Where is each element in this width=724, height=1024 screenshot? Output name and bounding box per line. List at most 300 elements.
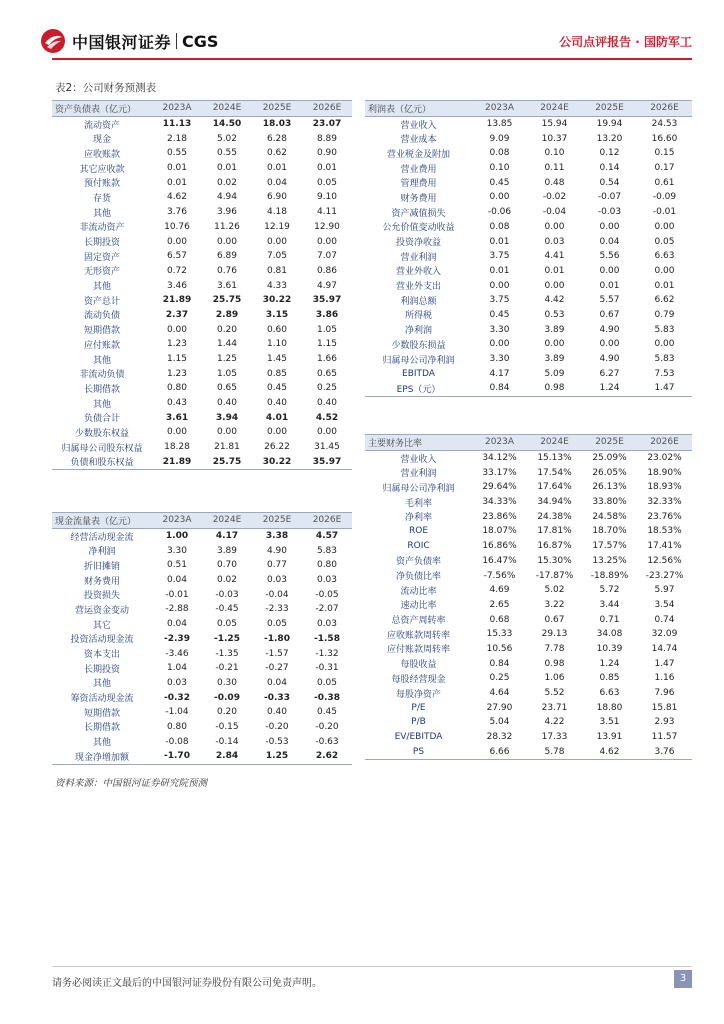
table-row <box>52 587 352 602</box>
row-value: 0.01 <box>216 163 238 174</box>
row-label: 公允价值变动收益 <box>382 223 455 234</box>
year-header: 2024E <box>202 513 252 529</box>
row-value: 0.80 <box>316 560 338 571</box>
row-value: 0.00 <box>266 236 288 247</box>
row-value: 0.76 <box>216 265 238 276</box>
row-value: 0.03 <box>316 619 338 630</box>
row-value: 15.30% <box>537 555 572 566</box>
row-value: 0.81 <box>266 265 288 276</box>
row-value: 1.16 <box>654 673 675 684</box>
row-value: 34.08 <box>596 629 623 640</box>
row-label: 长期投资 <box>83 238 120 249</box>
row-value: 16.47% <box>482 555 517 566</box>
row-value: 0.98 <box>544 658 565 669</box>
row-value: 3.30 <box>489 324 510 335</box>
row-value: 34.94% <box>537 497 572 508</box>
row-value: 2.62 <box>302 749 352 764</box>
row-value: 31.45 <box>314 442 340 453</box>
table-row <box>52 410 352 425</box>
source-note: 资料来源：中国银河证券研究院预测 <box>55 778 208 789</box>
row-value: 0.00 <box>544 221 565 232</box>
row-value: 18.90% <box>647 467 682 478</box>
row-value: 5.02 <box>216 133 238 144</box>
row-value: 34.12% <box>482 453 517 464</box>
logo-separator <box>176 33 177 49</box>
row-value: 1.04 <box>166 663 188 674</box>
table-row <box>365 554 692 569</box>
row-value: 2.18 <box>166 133 188 144</box>
row-value: 5.83 <box>654 354 675 365</box>
row-label: 营业收入 <box>400 120 437 131</box>
table-row <box>52 352 352 367</box>
table-row <box>365 322 692 337</box>
row-value: 1.47 <box>654 658 675 669</box>
row-value: 2.89 <box>215 309 239 320</box>
row-value: 4.64 <box>489 688 510 699</box>
table-row <box>365 146 692 161</box>
row-value: 5.09 <box>544 368 565 379</box>
year-header: 2023A <box>152 513 202 529</box>
row-value: 18.93% <box>647 482 682 493</box>
row-value: 1.24 <box>599 658 620 669</box>
row-value: 0.40 <box>216 398 238 409</box>
balance-sheet-table <box>52 100 352 470</box>
income-statement-table <box>365 100 692 397</box>
row-label: 少数股东损益 <box>391 340 446 351</box>
table-header-row <box>365 101 692 117</box>
row-value: 14.74 <box>651 643 678 654</box>
row-label: 财务费用 <box>400 193 437 204</box>
year-header: 2026E <box>637 435 692 451</box>
row-value: 26.13% <box>592 482 627 493</box>
row-label: 营业利润 <box>400 252 437 263</box>
row-value: 6.63 <box>599 688 620 699</box>
row-label: 财务费用 <box>83 576 120 587</box>
row-value: 0.67 <box>544 614 565 625</box>
row-value: -0.03 <box>215 589 239 600</box>
row-value: 17.41% <box>647 541 682 552</box>
row-label: 长期借款 <box>83 723 120 734</box>
table-row <box>365 116 692 131</box>
row-value: -0.33 <box>264 692 290 703</box>
row-value: 9.10 <box>316 192 338 203</box>
row-label: 流动比率 <box>400 586 437 597</box>
row-value: 3.89 <box>544 354 565 365</box>
row-value: 7.78 <box>544 643 565 654</box>
table-row <box>365 450 692 465</box>
row-value: 16.86% <box>482 541 517 552</box>
table-row <box>365 337 692 352</box>
table-row <box>52 543 352 558</box>
row-label: EPS（元） <box>365 381 472 396</box>
table-row <box>365 175 692 190</box>
row-label: 净利润 <box>404 326 432 337</box>
row-value: 0.45 <box>316 707 338 718</box>
row-value: 4.90 <box>599 324 620 335</box>
row-value: 5.72 <box>599 585 620 596</box>
footer-divider <box>52 966 692 967</box>
row-value: 0.01 <box>544 265 565 276</box>
page-header <box>0 0 724 60</box>
table-row <box>52 632 352 647</box>
year-header: 2025E <box>582 101 637 117</box>
row-value: -18.89% <box>590 570 629 581</box>
row-value: 3.30 <box>489 354 510 365</box>
row-value: -0.20 <box>315 721 339 732</box>
row-value: 1.15 <box>316 339 338 350</box>
row-value: 6.28 <box>266 133 288 144</box>
row-value: -0.31 <box>315 663 339 674</box>
row-label: 预付账款 <box>83 179 120 190</box>
row-value: 0.30 <box>216 677 238 688</box>
row-label: 其他 <box>92 208 111 219</box>
row-value: 32.09 <box>651 629 678 640</box>
row-value: 0.43 <box>166 398 188 409</box>
row-value: 4.17 <box>489 368 510 379</box>
row-value: -0.03 <box>597 207 622 218</box>
row-label: 归属母公司净利润 <box>382 483 455 494</box>
row-value: 0.04 <box>266 677 288 688</box>
row-value: 11.26 <box>214 221 240 232</box>
row-value: 0.01 <box>316 163 338 174</box>
row-value: 17.33 <box>541 732 568 743</box>
row-value: 0.00 <box>654 221 675 232</box>
row-value: -1.70 <box>152 749 202 764</box>
table-row <box>365 627 692 642</box>
row-value: 3.54 <box>654 599 675 610</box>
year-header: 2024E <box>527 101 582 117</box>
row-value: 0.03 <box>316 575 338 586</box>
row-value: 6.63 <box>654 251 675 262</box>
row-value: 0.85 <box>266 368 288 379</box>
row-label: 应付账款 <box>83 340 120 351</box>
row-value: 5.78 <box>527 744 582 759</box>
row-value: 1.10 <box>266 339 288 350</box>
row-value: 1.05 <box>316 324 338 335</box>
row-label: 存货 <box>92 193 111 204</box>
row-value: 4.57 <box>315 531 339 542</box>
row-value: 0.53 <box>544 309 565 320</box>
row-value: 0.45 <box>489 177 510 188</box>
row-value: 3.75 <box>489 295 510 306</box>
row-value: 4.62 <box>582 744 637 759</box>
row-value: 17.57% <box>592 541 627 552</box>
row-label: 其他 <box>92 282 111 293</box>
row-value: 3.76 <box>166 207 188 218</box>
row-label: 营业利润 <box>400 469 437 480</box>
row-value: -0.38 <box>314 692 340 703</box>
row-value: 0.70 <box>216 560 238 571</box>
row-value: 0.00 <box>316 427 338 438</box>
row-value: 29.13 <box>541 629 568 640</box>
row-value: 3.30 <box>166 545 188 556</box>
row-value: 18.70% <box>592 526 627 537</box>
table-row <box>365 381 692 396</box>
year-header: 2025E <box>252 101 302 117</box>
year-header: 2023A <box>472 435 527 451</box>
row-value: 3.89 <box>544 324 565 335</box>
row-value: 0.51 <box>166 560 188 571</box>
row-value: 0.01 <box>654 280 675 291</box>
row-value: -0.07 <box>597 192 622 203</box>
row-value: 35.97 <box>312 295 342 306</box>
cash-flow-table <box>52 512 352 765</box>
table-row <box>52 661 352 676</box>
row-label: ROE <box>408 526 429 537</box>
row-label: 现金 <box>92 135 111 146</box>
row-label: 营业税金及附加 <box>386 149 450 160</box>
row-value: 7.05 <box>266 251 288 262</box>
row-value: 1.23 <box>166 368 188 379</box>
row-value: 0.01 <box>599 280 620 291</box>
row-value: 0.04 <box>166 575 188 586</box>
row-label: 管理费用 <box>400 179 437 190</box>
row-value: 26.22 <box>264 442 290 453</box>
row-value: 0.40 <box>266 707 288 718</box>
row-value: -1.32 <box>315 648 339 659</box>
row-label: 资本支出 <box>83 650 120 661</box>
row-value: 13.91 <box>596 732 623 743</box>
row-value: 0.00 <box>216 236 238 247</box>
row-value: 0.03 <box>166 677 188 688</box>
row-value: 33.17% <box>482 467 517 478</box>
row-label: 营运资金变动 <box>74 605 129 616</box>
row-value: 0.80 <box>166 721 188 732</box>
row-label: 其它应收款 <box>79 164 125 175</box>
row-value: 0.05 <box>316 177 338 188</box>
row-value: -0.45 <box>215 604 239 615</box>
row-value: 18.28 <box>164 442 190 453</box>
table-row <box>365 293 692 308</box>
row-value: 4.69 <box>489 585 510 596</box>
table-row <box>365 744 692 759</box>
table-row <box>365 264 692 279</box>
row-value: 2.65 <box>489 599 510 610</box>
row-value: 3.61 <box>216 280 238 291</box>
row-value: 0.01 <box>266 163 288 174</box>
row-value: 8.89 <box>316 133 338 144</box>
row-value: 4.94 <box>216 192 238 203</box>
row-label: 应收账款 <box>83 149 120 160</box>
row-label: 其他 <box>92 738 111 749</box>
row-value: 12.56% <box>647 555 682 566</box>
row-value: 32.33% <box>647 497 682 508</box>
row-value: 0.00 <box>599 265 620 276</box>
row-label: EV/EBITDA <box>394 732 443 743</box>
row-value: 28.32 <box>486 732 513 743</box>
row-value: -17.87% <box>535 570 574 581</box>
row-value: 0.71 <box>599 614 620 625</box>
logo-chinese-text: 中国银河证券 <box>72 32 172 52</box>
row-label: PS <box>365 744 472 759</box>
table-row <box>52 690 352 705</box>
row-value: -2.39 <box>164 633 190 644</box>
row-value: 21.81 <box>214 442 240 453</box>
row-value: -0.08 <box>165 736 189 747</box>
row-value: 3.38 <box>265 531 289 542</box>
row-value: 23.07 <box>312 119 342 130</box>
row-value: 0.10 <box>489 163 510 174</box>
row-value: 0.00 <box>316 236 338 247</box>
table-row <box>52 455 352 470</box>
table-row <box>365 161 692 176</box>
row-value: 25.75 <box>202 455 252 470</box>
table-row <box>52 175 352 190</box>
row-label: 其他 <box>92 679 111 690</box>
row-value: 0.02 <box>216 177 238 188</box>
row-value: 0.01 <box>166 177 188 188</box>
row-value: 11.57 <box>651 732 678 743</box>
table-row <box>52 293 352 308</box>
table-row <box>365 524 692 539</box>
row-value: -0.20 <box>265 721 289 732</box>
row-label: 非流动负债 <box>79 370 125 381</box>
row-value: 5.02 <box>544 585 565 596</box>
row-value: 4.22 <box>544 717 565 728</box>
row-value: 0.04 <box>599 236 620 247</box>
table-row <box>365 278 692 293</box>
row-value: 0.20 <box>216 324 238 335</box>
table-row <box>365 131 692 146</box>
row-label: 营业外收入 <box>395 267 441 278</box>
row-value: 1.24 <box>582 381 637 396</box>
row-value: 4.62 <box>166 192 188 203</box>
row-value: 1.44 <box>216 339 238 350</box>
row-value: 1.23 <box>166 339 188 350</box>
row-value: 0.90 <box>316 148 338 159</box>
row-value: 1.05 <box>216 368 238 379</box>
row-value: 4.90 <box>266 545 288 556</box>
year-header: 2025E <box>252 513 302 529</box>
row-value: 3.75 <box>489 251 510 262</box>
row-label: 负债合计 <box>83 414 120 425</box>
row-value: 6.90 <box>266 192 288 203</box>
table-row <box>52 381 352 396</box>
table-row <box>52 366 352 381</box>
row-value: 0.61 <box>654 177 675 188</box>
row-label: 长期投资 <box>83 664 120 675</box>
table-row <box>365 568 692 583</box>
row-label: 其他 <box>92 399 111 410</box>
table-row <box>365 598 692 613</box>
row-value: 0.55 <box>166 148 188 159</box>
row-value: -1.57 <box>265 648 289 659</box>
year-header: 2026E <box>637 101 692 117</box>
row-value: 21.89 <box>152 455 202 470</box>
table-row <box>365 220 692 235</box>
row-label: 归属母公司净利润 <box>382 355 455 366</box>
row-value: 0.72 <box>166 265 188 276</box>
row-value: 4.11 <box>316 207 338 218</box>
row-label: 固定资产 <box>83 252 120 263</box>
table-title: 资产负债表（亿元） <box>52 101 152 117</box>
row-value: 0.00 <box>166 324 188 335</box>
row-label: 现金净增加额 <box>52 749 152 764</box>
row-value: 3.89 <box>216 545 238 556</box>
row-label: 筹资活动现金流 <box>70 694 134 705</box>
row-value: 19.94 <box>596 119 623 130</box>
table-row <box>52 161 352 176</box>
row-value: 3.96 <box>216 207 238 218</box>
row-value: -7.56% <box>483 570 516 581</box>
row-label: 归属母公司股东权益 <box>61 443 143 454</box>
row-value: 30.22 <box>252 455 302 470</box>
row-value: -0.27 <box>265 663 289 674</box>
row-label: 净负债比率 <box>395 572 441 583</box>
table-row <box>52 322 352 337</box>
row-value: 0.04 <box>266 177 288 188</box>
row-label: 短期借款 <box>83 708 120 719</box>
row-value: 0.00 <box>599 339 620 350</box>
row-label: 投资活动现金流 <box>70 635 134 646</box>
row-value: -0.32 <box>164 692 190 703</box>
row-value: 10.76 <box>164 221 190 232</box>
table-row <box>52 573 352 588</box>
row-value: 18.53% <box>647 526 682 537</box>
row-value: 0.60 <box>266 324 288 335</box>
table-row <box>365 671 692 686</box>
row-label: 投资损失 <box>83 591 120 602</box>
row-value: 0.00 <box>266 427 288 438</box>
row-value: 17.64% <box>537 482 572 493</box>
table-row <box>365 509 692 524</box>
table-row <box>365 190 692 205</box>
table-row <box>52 646 352 661</box>
row-value: 4.18 <box>266 207 288 218</box>
row-value: 16.87% <box>537 541 572 552</box>
row-value: 0.62 <box>266 148 288 159</box>
row-value: 18.07% <box>482 526 517 537</box>
table-row <box>365 249 692 264</box>
table-row <box>52 205 352 220</box>
row-value: 0.00 <box>599 221 620 232</box>
row-value: 0.02 <box>216 575 238 586</box>
row-value: 10.37 <box>541 133 568 144</box>
row-value: 24.58% <box>592 511 627 522</box>
row-value: 9.09 <box>489 133 510 144</box>
row-label: 资产减值损失 <box>391 208 446 219</box>
row-value: 0.12 <box>599 148 620 159</box>
row-value: 0.05 <box>316 677 338 688</box>
row-value: 6.27 <box>599 368 620 379</box>
row-value: -0.21 <box>215 663 239 674</box>
row-value: 0.00 <box>489 192 510 203</box>
row-value: 26.05% <box>592 467 627 478</box>
row-value: 4.42 <box>544 295 565 306</box>
row-value: 0.79 <box>654 309 675 320</box>
row-label: 非流动资产 <box>79 223 125 234</box>
row-label: 应付账款周转率 <box>386 645 450 656</box>
row-value: 5.57 <box>599 295 620 306</box>
report-category: 公司点评报告 · 国防军工 <box>559 35 692 49</box>
row-label: 资产负债率 <box>395 557 441 568</box>
row-label: 每股经营现金 <box>391 674 446 685</box>
row-value: 23.02% <box>647 453 682 464</box>
row-value: 3.15 <box>265 309 289 320</box>
row-value: 15.33 <box>486 629 513 640</box>
row-value: -0.04 <box>542 207 567 218</box>
year-header: 2024E <box>202 101 252 117</box>
row-label: 总资产周转率 <box>391 616 446 627</box>
row-value: 5.97 <box>654 585 675 596</box>
table-title: 主要财务比率 <box>365 435 472 451</box>
row-value: 12.90 <box>314 221 340 232</box>
table-row <box>52 278 352 293</box>
row-value: 33.80% <box>592 497 627 508</box>
row-value: 24.38% <box>537 511 572 522</box>
year-header: 2026E <box>302 101 352 117</box>
row-label: 应收账款周转率 <box>386 630 450 641</box>
